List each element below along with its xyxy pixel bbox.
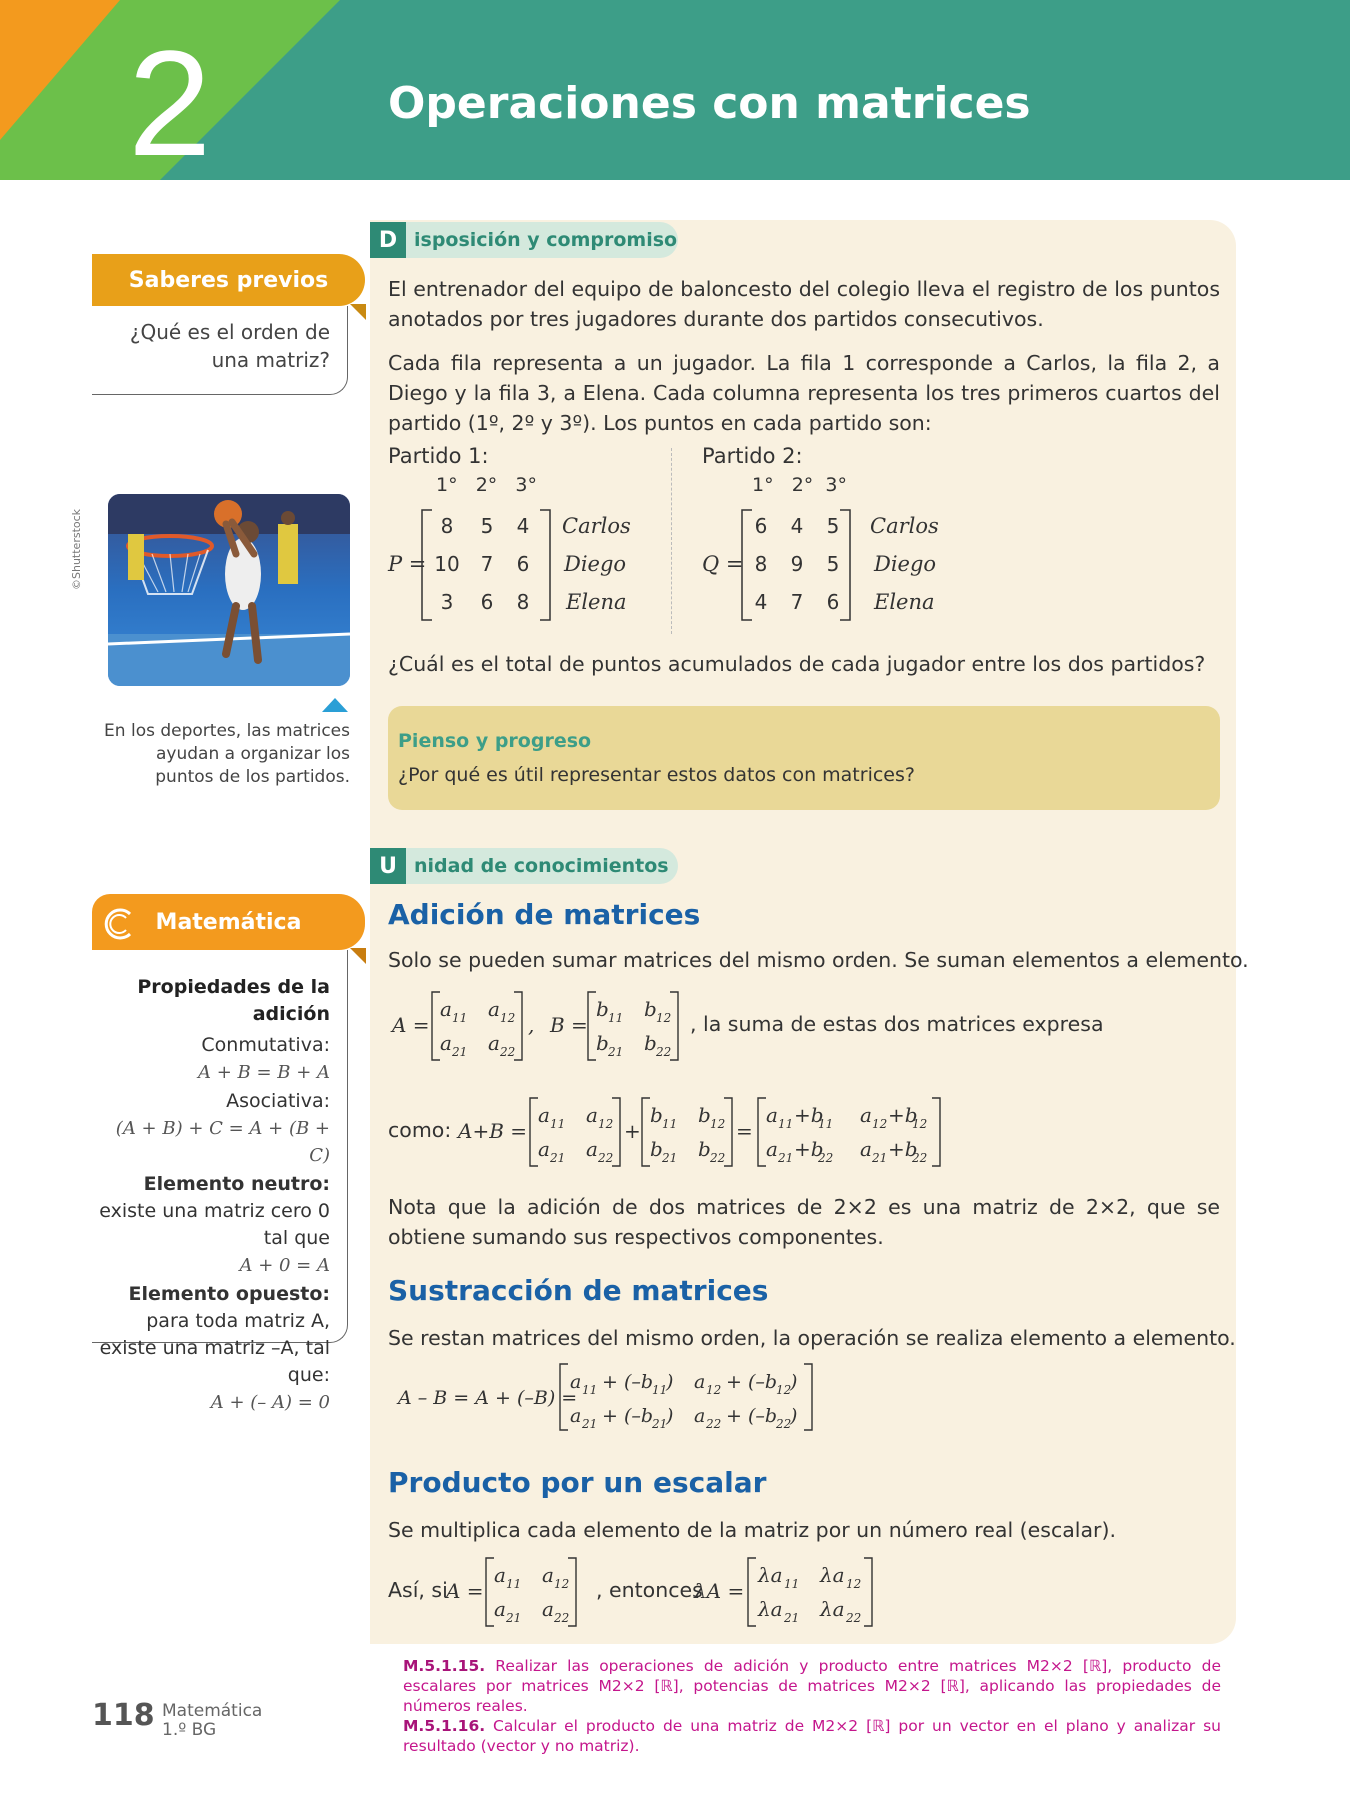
svg-text:+ (–b: + (–b [726, 1405, 778, 1427]
svg-text:λa: λa [758, 1597, 783, 1621]
pienso-box [388, 706, 1220, 810]
tab-letter: U [370, 848, 406, 884]
svg-text:11: 11 [452, 1011, 468, 1025]
matrix-cell: 4 [790, 514, 804, 538]
matrix-cell: 10 [434, 552, 460, 576]
standard-text: Calcular el producto de una matriz de M2×2 [ℝ] por un vector en el plano y analizar su resultado (vector y no matriz). [403, 1717, 1221, 1755]
matrix-cell: 6 [516, 552, 530, 576]
pienso-title: Pienso y progreso [398, 730, 592, 752]
standard-item [403, 1656, 1221, 1716]
svg-text:12: 12 [598, 1117, 614, 1131]
svg-text:a: a [860, 1137, 872, 1161]
formula-matrix-a [444, 1554, 594, 1630]
svg-text:a: a [586, 1137, 598, 1161]
svg-text:a: a [542, 1563, 554, 1587]
page-header [0, 0, 1350, 180]
svg-text:+b: +b [794, 1103, 824, 1127]
svg-text:A+B =: A+B = [458, 1119, 528, 1143]
svg-text:22: 22 [846, 1611, 862, 1625]
matrix-cell: 4 [754, 590, 768, 614]
caption-pointer-icon [322, 698, 348, 712]
basketball-photo [108, 494, 350, 686]
svg-text:a: a [440, 997, 452, 1021]
svg-text:12: 12 [710, 1117, 726, 1131]
asociativa-formula: (A + B) + C = A + (B + C) [115, 1118, 330, 1166]
svg-text:22: 22 [706, 1417, 722, 1431]
book-subject [162, 1702, 262, 1740]
svg-text:A =: A = [446, 1579, 484, 1603]
intro-paragraph-1: El entrenador del equipo de baloncesto del colegio lleva el registro de los puntos anotados por tres jugadores durante dos partidos consecutivos. [388, 277, 1220, 331]
pienso-text: ¿Por qué es útil representar estos datos con matrices? [398, 764, 915, 786]
props-title: Propiedades de la adición [137, 976, 330, 1025]
svg-text:a: a [440, 1031, 452, 1055]
svg-text:λa: λa [820, 1597, 845, 1621]
svg-text:a: a [860, 1103, 872, 1127]
svg-text:b: b [698, 1137, 711, 1161]
c-logo-icon [100, 904, 140, 951]
como-label: como: [388, 1118, 452, 1142]
matrix-p-name: P = [388, 552, 427, 576]
partido1-label: Partido 1: [388, 444, 489, 468]
matrix-cell: 3 [440, 590, 454, 614]
formula-addition [456, 1094, 976, 1170]
svg-text:12: 12 [554, 1577, 570, 1591]
photo-credit: ©Shutterstock [70, 508, 83, 590]
svg-text:21: 21 [872, 1151, 888, 1165]
neutro-item [90, 1171, 330, 1252]
svg-text:a: a [766, 1103, 778, 1127]
neutro-text: existe una matriz cero 0 tal que [99, 1200, 330, 1249]
intro-paragraph-2: Cada fila representa a un jugador. La fila 1 corresponde a Carlos, la fila 2, a Diego y la fila 3, a Elena. Cada columna representa los tres primeros cuartos del partido (1º, 2º y 3º). Los puntos en cada partido son: [388, 351, 1220, 435]
svg-text:a: a [494, 1597, 506, 1621]
svg-text:): ) [790, 1405, 798, 1427]
svg-text:12: 12 [776, 1383, 792, 1397]
svg-text:b: b [698, 1103, 711, 1127]
opuesto-formula: A + (– A) = 0 [210, 1392, 330, 1413]
svg-text:11: 11 [818, 1117, 834, 1131]
svg-text:B =: B = [550, 1013, 588, 1037]
opuesto-label: Elemento opuesto: [128, 1283, 330, 1305]
adicion-text: Solo se pueden sumar matrices del mismo orden. Se suman elementos a elemento. [388, 948, 1249, 972]
matrix-cell: 7 [790, 590, 804, 614]
opuesto-text: para toda matriz A, existe una matriz –A, tal que: [99, 1310, 330, 1386]
main-question: ¿Cuál es el total de puntos acumulados de cada jugador entre los dos partidos? [388, 652, 1206, 676]
matrix-q-name: Q = [702, 552, 744, 576]
svg-text:12: 12 [872, 1117, 888, 1131]
svg-text:11: 11 [550, 1117, 566, 1131]
svg-text:+ (–b: + (–b [726, 1371, 778, 1393]
svg-text:b: b [644, 997, 657, 1021]
svg-text:+b: +b [888, 1103, 918, 1127]
svg-text:11: 11 [662, 1117, 678, 1131]
svg-text:λa: λa [758, 1563, 783, 1587]
formula-scalar-product [692, 1554, 892, 1630]
svg-text:21: 21 [452, 1045, 468, 1059]
player-name: Carlos [562, 514, 631, 538]
svg-text:a: a [694, 1405, 706, 1427]
svg-text:+b: +b [888, 1137, 918, 1161]
svg-text:b: b [650, 1103, 663, 1127]
svg-text:22: 22 [598, 1151, 614, 1165]
svg-text:b: b [596, 997, 609, 1021]
svg-text:+b: +b [794, 1137, 824, 1161]
svg-text:a: a [766, 1137, 778, 1161]
svg-text:b: b [650, 1137, 663, 1161]
matrix-cell: 6 [754, 514, 768, 538]
matrix-cell: 8 [516, 590, 530, 614]
svg-text:a: a [570, 1371, 582, 1393]
svg-text:b: b [644, 1031, 657, 1055]
svg-text:): ) [790, 1371, 798, 1393]
formula-subtraction [396, 1360, 836, 1434]
tab-title: isposición y compromiso [414, 229, 678, 251]
svg-text:a: a [570, 1405, 582, 1427]
opuesto-item [90, 1281, 330, 1389]
tab-title: nidad de conocimientos [414, 855, 669, 877]
curriculum-standards [403, 1656, 1221, 1756]
page-title: Operaciones con matrices [388, 78, 1031, 129]
svg-text:a: a [538, 1103, 550, 1127]
svg-text:21: 21 [550, 1151, 566, 1165]
addition-properties [90, 974, 330, 1416]
matrix-cell: 4 [516, 514, 530, 538]
svg-text:+ (–b: + (–b [602, 1371, 654, 1393]
svg-text:21: 21 [582, 1417, 598, 1431]
svg-text:21: 21 [608, 1045, 624, 1059]
book-subject-name: Matemática [162, 1701, 263, 1721]
svg-text:λA =: λA = [694, 1579, 745, 1603]
svg-text:22: 22 [554, 1611, 570, 1625]
saberes-question: ¿Qué es el orden de una matriz? [129, 320, 330, 372]
matrix-cell: 8 [440, 514, 454, 538]
svg-text:a: a [488, 1031, 500, 1055]
neutro-label: Elemento neutro: [143, 1173, 330, 1195]
svg-text:+ (–b: + (–b [602, 1405, 654, 1427]
matrix-cell: 6 [826, 590, 840, 614]
conmutativa-label: Conmutativa: [201, 1034, 330, 1056]
tab-letter: D [370, 222, 406, 258]
matrix-cell: 5 [826, 514, 840, 538]
svg-text:21: 21 [778, 1151, 794, 1165]
svg-text:a: a [694, 1371, 706, 1393]
svg-text:A =: A = [392, 1013, 430, 1037]
nota-paragraph: Nota que la adición de dos matrices de 2×2 es una matriz de 2×2, que se obtiene sumando sus respectivos componentes. [388, 1195, 1220, 1249]
svg-text:22: 22 [710, 1151, 726, 1165]
matrix-cell: 8 [754, 552, 768, 576]
svg-text:): ) [666, 1371, 674, 1393]
svg-text:a: a [542, 1597, 554, 1621]
sustraccion-text: Se restan matrices del mismo orden, la operación se realiza elemento a elemento. [388, 1326, 1236, 1350]
svg-text:): ) [666, 1405, 674, 1427]
matrix-cell: 9 [790, 552, 804, 576]
page-number: 118 [92, 1698, 155, 1733]
svg-text:22: 22 [500, 1045, 516, 1059]
svg-text:λa: λa [820, 1563, 845, 1587]
svg-text:11: 11 [778, 1117, 794, 1131]
section-tab-disposicion [370, 222, 678, 258]
photo-caption: En los deportes, las matrices ayudan a organizar los puntos de los partidos. [104, 721, 350, 787]
svg-text:22: 22 [656, 1045, 672, 1059]
matematica-label-text: Matemática [155, 909, 302, 935]
label-tail [350, 304, 366, 320]
producto-text: Se multiplica cada elemento de la matriz por un número real (escalar). [388, 1518, 1116, 1542]
partido1-col-headers: 1° 2° 3° [436, 474, 538, 496]
svg-text:21: 21 [652, 1417, 668, 1431]
svg-text:21: 21 [506, 1611, 522, 1625]
svg-text:a: a [494, 1563, 506, 1587]
divider [671, 448, 672, 634]
heading-adicion: Adición de matrices [388, 898, 701, 931]
svg-text:11: 11 [652, 1383, 668, 1397]
player-name: Elena [874, 590, 935, 614]
matrix-cell: 6 [480, 590, 494, 614]
svg-text:21: 21 [662, 1151, 678, 1165]
partido2-col-headers: 1° 2° 3° [752, 474, 847, 496]
matrix-cell: 7 [480, 552, 494, 576]
svg-text:11: 11 [608, 1011, 624, 1025]
formula-a-b-definition [388, 988, 698, 1064]
svg-text:21: 21 [784, 1611, 800, 1625]
standard-item [403, 1716, 1221, 1756]
player-name: Elena [566, 590, 627, 614]
svg-text:A – B = A + (–B) =: A – B = A + (–B) = [398, 1387, 578, 1409]
svg-text:12: 12 [912, 1117, 928, 1131]
matrix-cell: 5 [480, 514, 494, 538]
player-name: Diego [564, 552, 627, 576]
book-grade: 1.º BG [162, 1720, 217, 1740]
svg-text:11: 11 [582, 1383, 598, 1397]
svg-text:22: 22 [912, 1151, 928, 1165]
svg-text:+: + [624, 1119, 641, 1143]
unit-number: 2 [128, 19, 212, 180]
standard-text: Realizar las operaciones de adición y producto entre matrices M2×2 [ℝ], producto de escalares por matrices M2×2 [ℝ], potencias de matrices M2×2 [ℝ], aplicando las propiedades de números reales. [403, 1657, 1221, 1715]
heading-sustraccion: Sustracción de matrices [388, 1274, 769, 1307]
svg-text:22: 22 [818, 1151, 834, 1165]
saberes-previos-label: Saberes previos [92, 254, 365, 306]
heading-producto: Producto por un escalar [388, 1466, 767, 1499]
svg-text:11: 11 [506, 1577, 522, 1591]
svg-text:a: a [538, 1137, 550, 1161]
svg-text:b: b [596, 1031, 609, 1055]
svg-text:12: 12 [656, 1011, 672, 1025]
standard-code: M.5.1.16. [403, 1717, 486, 1735]
player-name: Diego [874, 552, 937, 576]
label-tail [350, 948, 366, 964]
svg-text:12: 12 [846, 1577, 862, 1591]
asociativa-label: Asociativa: [226, 1090, 330, 1112]
svg-text:=: = [736, 1119, 753, 1143]
conmutativa-formula: A + B = B + A [197, 1062, 330, 1083]
entonces-label: , entonces [596, 1578, 703, 1602]
svg-text:22: 22 [776, 1417, 792, 1431]
partido2-label: Partido 2: [702, 444, 803, 468]
svg-text:12: 12 [706, 1383, 722, 1397]
neutro-formula: A + 0 = A [239, 1255, 330, 1276]
svg-text:a: a [586, 1103, 598, 1127]
asi-si-label: Así, si [388, 1578, 448, 1602]
matrix-cell: 5 [826, 552, 840, 576]
svg-text:12: 12 [500, 1011, 516, 1025]
section-tab-unidad [370, 848, 678, 884]
standard-code: M.5.1.15. [403, 1657, 486, 1675]
player-name: Carlos [870, 514, 939, 538]
svg-text:,: , [528, 1013, 535, 1037]
svg-text:11: 11 [784, 1577, 800, 1591]
svg-text:a: a [488, 997, 500, 1021]
suma-expresa-text: , la suma de estas dos matrices expresa [690, 1012, 1104, 1036]
